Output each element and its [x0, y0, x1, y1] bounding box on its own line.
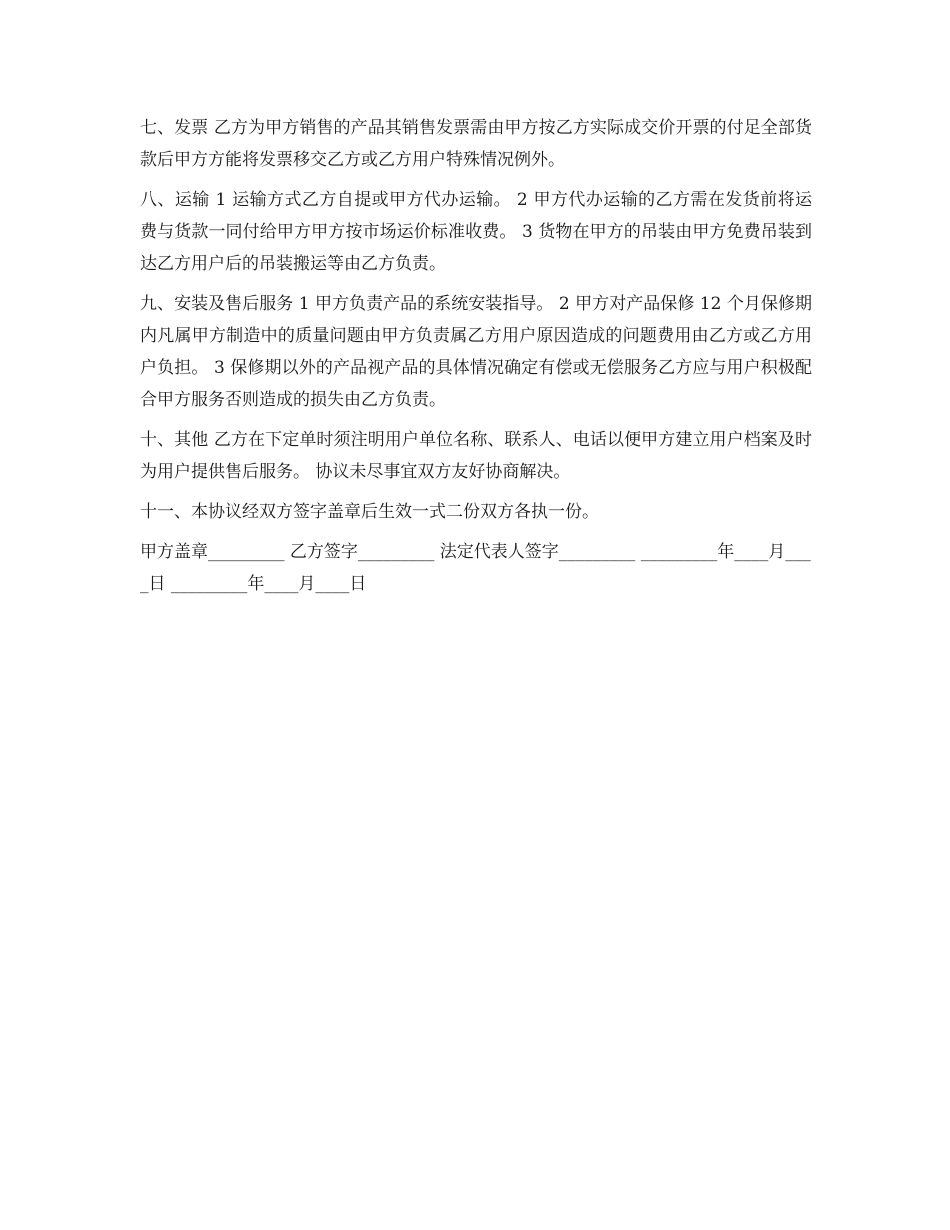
clause-installation-service: 九、安装及售后服务 1 甲方负责产品的系统安装指导。 2 甲方对产品保修 12 个月保修期内凡属甲方制造中的质量问题由甲方负责属乙方用户原因造成的问题费用由乙方或乙方用户负担。 3 保修期以外的产品视产品的具体情况确定有偿或无偿服务乙方应与用户积极配合甲方服务否则造成的损失由乙方负责。 — [140, 294, 812, 410]
clause-transport: 八、运输 1 运输方式乙方自提或甲方代办运输。 2 甲方代办运输的乙方需在发货前将运费与货款一同付给甲方甲方按市场运价标准收费。 3 货物在甲方的吊装由甲方免费吊装到达乙方用户后的吊装搬运等由乙方负责。 — [140, 190, 812, 274]
document-body — [140, 112, 812, 600]
signature-line: 甲方盖章_________ 乙方签字_________ 法定代表人签字_________ _________年____月____日 _________年____月____日 — [140, 542, 811, 594]
clause-other: 十、其他 乙方在下定单时须注明用户单位名称、联系人、电话以便甲方建立用户档案及时为用户提供售后服务。 协议未尽事宜双方友好协商解决。 — [140, 430, 812, 482]
clause-invoice: 七、发票 乙方为甲方销售的产品其销售发票需由甲方按乙方实际成交价开票的付足全部货款后甲方方能将发票移交乙方或乙方用户特殊情况例外。 — [140, 118, 812, 170]
clause-effectiveness: 十一、本协议经双方签字盖章后生效一式二份双方各执一份。 — [140, 502, 599, 522]
